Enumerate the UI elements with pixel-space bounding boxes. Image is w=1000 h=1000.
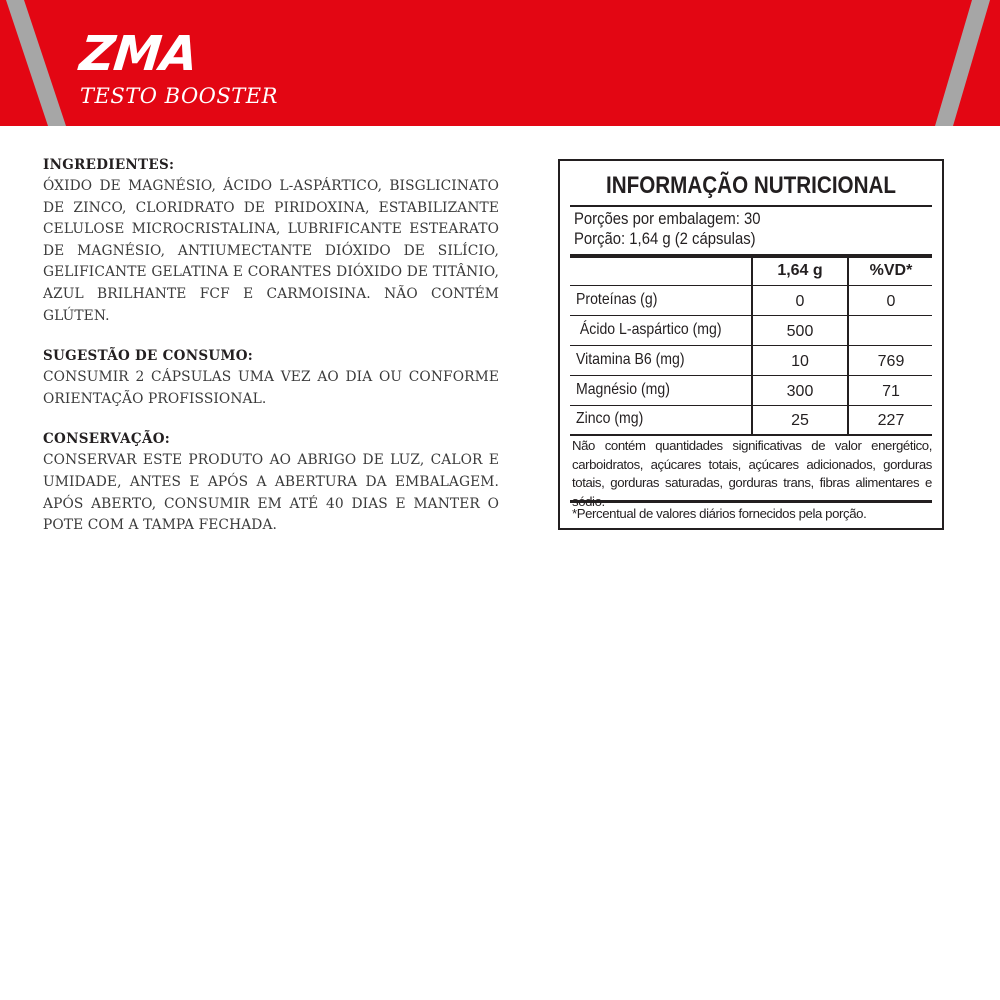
note-divider — [570, 500, 932, 503]
column-divider — [751, 258, 753, 436]
nutrient-dv: 0 — [886, 293, 896, 310]
title-divider — [570, 205, 932, 207]
brand-title: ZMA — [77, 26, 200, 82]
nutrient-dv: 71 — [882, 383, 900, 400]
usage-section — [43, 345, 499, 410]
column-divider — [847, 258, 849, 436]
nutrition-note: Não contém quantidades significativas de valor energético, carboidratos, açúcares totais, açúcares adicionados, gorduras totais, gorduras saturadas, gorduras trans, fibras alimentares e — [572, 438, 932, 490]
nutrient-dv: 227 — [877, 412, 905, 429]
storage-section — [43, 428, 499, 536]
nutrition-title: INFORMAÇÃO NUTRICIONAL — [605, 172, 897, 199]
nutrient-name: Proteínas (g) — [576, 291, 658, 308]
nutrition-facts-table — [558, 159, 944, 530]
nutrient-amount: 500 — [786, 323, 814, 340]
nutrient-amount: 25 — [791, 412, 809, 429]
servings-per-package: Porções por embalagem: 30 — [574, 210, 761, 228]
dv-footnote: *Percentual de valores diários fornecidos pela porção. — [572, 506, 867, 521]
right-stripe — [935, 0, 990, 126]
usage-text: CONSUMIR 2 CÁPSULAS UMA VEZ AO DIA OU CONFORME ORIENTAÇÃO PROFISSIONAL. — [43, 369, 499, 407]
ingredients-text: ÓXIDO DE MAGNÉSIO, ÁCIDO L-ASPÁRTICO, BISGLICINATO DE ZINCO, CLORIDRATO DE PIRIDOXINA, ESTABILIZANTE CELULOSE MICROCRISTALINA, LUBRIFICANTE ESTEARATO DE MAGNÉSIO, ANTIUMECTANTE DIÓXIDO DE SILÍCIO, GELIFICANTE GELATINA E CORANTES DIÓXIDO DE TITÂNIO, AZUL BRILHANTE FCF E CARMOISINA. NÃO CONTÉM GLÚTEN. — [43, 178, 499, 324]
product-info — [43, 154, 499, 555]
brand-subtitle: TESTO BOOSTER — [80, 84, 278, 108]
nutrient-amount: 0 — [795, 293, 805, 310]
storage-text: CONSERVAR ESTE PRODUTO AO ABRIGO DE LUZ, CALOR E UMIDADE, ANTES E APÓS A ABERTURA DA EMBALAGEM. APÓS ABERTO, CONSUMIR EM ATÉ 40 DIAS E MANTER O POTE COM A TAMPA FECHADA. — [43, 452, 499, 534]
nutrient-name: Magnésio (mg) — [576, 381, 670, 398]
nutrient-amount: 300 — [786, 383, 814, 400]
nutrient-dv: 769 — [877, 353, 905, 370]
header-amount: 1,64 g — [777, 262, 823, 279]
ingredients-title: INGREDIENTES: — [43, 157, 175, 173]
nutrient-name: Zinco (mg) — [576, 410, 644, 427]
nutrient-amount: 10 — [791, 353, 809, 370]
header-banner — [0, 0, 1000, 126]
nutrient-name: Vitamina B6 (mg) — [576, 351, 685, 368]
storage-title: CONSERVAÇÃO: — [43, 431, 171, 448]
serving-size: Porção: 1,64 g (2 cápsulas) — [574, 230, 756, 248]
header-dv: %VD* — [869, 262, 913, 279]
left-stripe — [6, 0, 66, 126]
nutrient-name: Ácido L-aspártico (mg) — [576, 321, 722, 338]
ingredients-section — [43, 154, 499, 327]
usage-title: SUGESTÃO DE CONSUMO: — [43, 348, 254, 365]
